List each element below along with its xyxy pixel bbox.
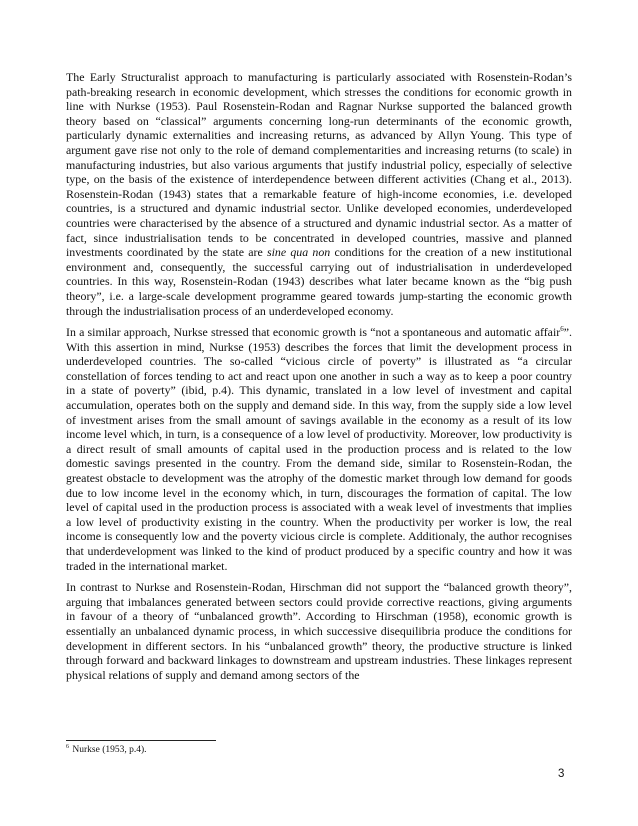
paragraph-2-text-b: ”. With this assertion in mind, Nurkse (1953) describes the forces that limit the development process in underdeveloped countries. The so-called “vicious circle of poverty” is illustrated as “a circular constellation of forces tending to act and react upon one another in such a way as to keep a poor country in a state of poverty” (ibid, p.4). This dynamic, translated in a low level of investment and capital accumulation, operates both on the supply and demand side. In this way, from the supply side a low level of investment arises from the small amount of savings available in the economy as a result of its low income level which, in turn, is a consequence of a low level of productivity. Moreover, low productivity is a direct result of small amounts of capital used in the production process and is related to the low domestic savings presented in the country. From the demand side, similar to Rosenstein-Rodan, the greatest obstacle to development was the atrophy of the domestic market through low demand for goods due to low income level in the economy which, in turn, discourages the formation of capital. The low level of capital used in the production process is associated with a weak level of investments that implies a low level of productivity existing in the country. When the productivity per worker is low, the real income is consequently low and the poverty vicious circle is complete. Additionaly, the author recognises that underdevelopment was linked to the kind of product produced by a specific country and how it was traded in the international market. — [66, 325, 572, 573]
footnote-separator — [66, 740, 216, 741]
footnote-reference[interactable]: 6 — [560, 325, 564, 334]
paragraph-2 — [66, 325, 572, 573]
paragraph-1-text-b: conditions for the creation of a new institutional environment and, consequently, the successful carrying out of industrialisation in underdeveloped countries. In this way, Rosenstein-Rodan (1943) describes what later became known as the “big push theory”, i.e. a large-scale development programme geared towards jump-starting the economic growth through the industrialisation process of an underdeveloped economy. — [66, 245, 572, 318]
paragraph-1-italic-term: sine qua non — [266, 245, 331, 260]
footnote-text: Nurkse (1953, p.4). — [70, 745, 147, 755]
paragraph-3 — [66, 580, 572, 682]
footnote — [66, 745, 147, 755]
paragraph-1-text-a: The Early Structuralist approach to manufacturing is particularly associated with Rosenstein-Rodan’s path-breaking research in economic development, which stresses the conditions for economic growth in line with Nurkse (1953). Paul Rosenstein-Rodan and Ragnar Nurkse supported the balanced growth theory based on “classical” arguments concerning long-run determinants of the economic growth, particularly dynamic externalities and increasing returns, as advanced by Allyn Young. This type of argument gave rise not only to the role of demand complementarities and increasing returns (to scale) in manufacturing industries, but also various arguments that justify industrial policy, especially of selective type, on the basis of the existence of interdependence between different activities (Chang et al., 2013). Rosenstein-Rodan (1943) states that a remarkable feature of high-income economies, i.e. developed countries, is a structured and dynamic industrial sector. Unlike developed economies, underdeveloped countries were characterised by the absence of a structured and dynamic industrial sector. As a matter of fact, since industrialisation tends to be concentrated in developed countries, massive and planned investments coordinated by the state are — [66, 70, 572, 260]
footnote-marker: 6 — [66, 743, 69, 750]
page-number: 3 — [558, 768, 565, 780]
paragraph-3-text: In contrast to Nurkse and Rosenstein-Rodan, Hirschman did not support the “balanced growth theory”, arguing that imbalances generated between sectors could provide corrective reactions, giving arguments in favour of a theory of “unbalanced growth”. According to Hirschman (1958), economic growth is essentially an unbalanced dynamic process, in which successive disequilibria produce the conditions for development in different sectors. In his “unbalanced growth” theory, the productive structure is linked through forward and backward linkages to downstream and upstream industries. These linkages represent physical relations of supply and demand among sectors of the — [66, 580, 572, 682]
paragraph-2-text-a: In a similar approach, Nurkse stressed that economic growth is “not a spontaneous and automatic affair — [66, 325, 561, 340]
document-body — [66, 70, 572, 689]
paragraph-1 — [66, 70, 572, 318]
